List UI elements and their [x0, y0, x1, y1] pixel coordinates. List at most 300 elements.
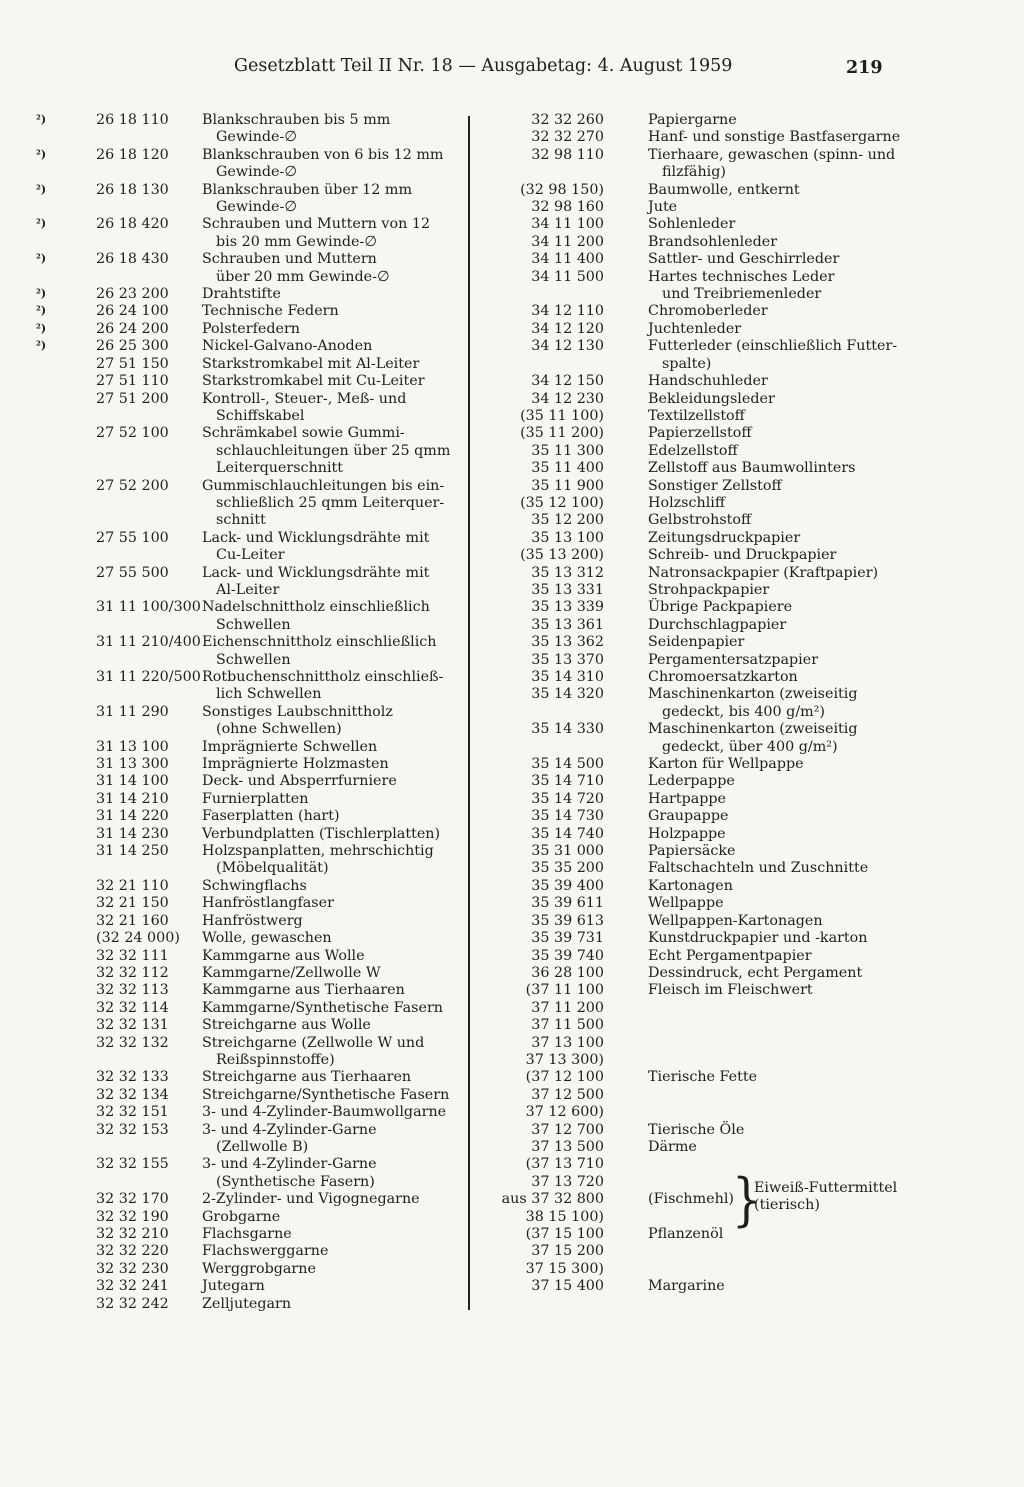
item-description — [202, 112, 466, 147]
item-description — [202, 1122, 466, 1157]
list-item — [486, 878, 926, 895]
description-line: Maschinenkarton (zweiseitig — [648, 721, 858, 738]
description-line: Übrige Packpapiere — [648, 599, 793, 616]
item-code: 35 11 300 — [531, 442, 604, 459]
description-line: Holzspanplatten, mehrschichtig — [202, 843, 434, 860]
item-description — [648, 547, 918, 564]
list-item — [486, 1243, 926, 1260]
item-description — [648, 1243, 918, 1260]
description-line: Lack- und Wicklungsdrähte mit — [202, 529, 430, 546]
description-line: Bekleidungsleder — [648, 390, 775, 407]
list-item — [486, 634, 926, 651]
item-description — [648, 408, 918, 425]
description-line: 2-Zylinder- und Vigognegarne — [202, 1191, 420, 1208]
footnote-marker: ²) — [36, 113, 47, 126]
description-line: (Möbelqualität) — [216, 860, 329, 877]
list-item — [486, 251, 926, 268]
item-code: 35 39 611 — [531, 895, 604, 912]
description-line: schnitt — [216, 512, 266, 529]
item-description — [648, 425, 918, 442]
item-code: (32 98 150) — [520, 181, 604, 198]
item-description — [202, 1261, 466, 1278]
list-item — [486, 895, 926, 912]
brace-text — [754, 1180, 897, 1215]
item-code: 32 32 170 — [96, 1191, 169, 1208]
list-item — [36, 791, 464, 808]
list-item — [486, 860, 926, 877]
item-description — [648, 1122, 918, 1139]
item-description — [648, 1052, 918, 1069]
description-line: lich Schwellen — [216, 686, 322, 703]
item-description — [648, 1139, 918, 1156]
list-item — [36, 1191, 464, 1208]
item-code: 27 51 110 — [96, 373, 169, 390]
list-item — [486, 773, 926, 790]
description-line: Schreib- und Druckpapier — [648, 547, 837, 564]
item-code: 35 13 312 — [531, 564, 604, 581]
item-code: (37 11 100 — [525, 982, 604, 999]
item-code: 32 32 134 — [96, 1086, 169, 1103]
description-line: Gewinde-∅ — [216, 164, 297, 181]
description-line: Blankschrauben über 12 mm — [202, 181, 413, 198]
item-description — [202, 634, 466, 669]
item-code: 26 18 420 — [96, 216, 169, 233]
description-line: Futterleder (einschließlich Futter- — [648, 338, 898, 355]
item-code: 35 13 370 — [531, 651, 604, 668]
item-description — [202, 878, 466, 895]
item-code: 34 11 500 — [531, 268, 604, 285]
item-code: 35 13 100 — [531, 529, 604, 546]
list-item — [486, 1104, 926, 1121]
item-description — [202, 182, 466, 217]
item-description — [648, 756, 918, 773]
item-description — [202, 739, 466, 756]
header-title: Gesetzblatt Teil II Nr. 18 — Ausgabetag: 4. August 1959 — [234, 56, 733, 76]
description-line: Tierhaare, gewaschen (spinn- und — [648, 146, 896, 163]
item-description — [648, 617, 918, 634]
footnote-marker: ²) — [36, 287, 47, 301]
item-description — [648, 634, 918, 651]
item-code: 32 32 131 — [96, 1017, 169, 1034]
list-item — [486, 1000, 926, 1017]
item-description — [648, 1104, 918, 1121]
footnote-marker: ²) — [36, 252, 47, 266]
description-line: Flachswerggarne — [202, 1243, 329, 1260]
item-code: 34 11 100 — [531, 216, 604, 233]
description-line: Brandsohlenleder — [648, 233, 778, 250]
description-line: (ohne Schwellen) — [216, 721, 342, 738]
item-code: 37 11 200 — [531, 999, 604, 1016]
item-description — [202, 286, 466, 303]
description-line: Polsterfedern — [202, 320, 301, 337]
item-code: 35 39 400 — [531, 877, 604, 894]
item-description — [202, 565, 466, 600]
item-description — [648, 930, 918, 947]
item-description — [648, 512, 918, 529]
brace-line-1: Eiweiß-Futtermittel — [754, 1180, 898, 1196]
list-item — [36, 634, 464, 669]
item-code: 37 13 100 — [531, 1034, 604, 1051]
description-line: Imprägnierte Schwellen — [202, 738, 378, 755]
list-item — [36, 948, 464, 965]
description-line: schlauchleitungen über 25 qmm — [216, 442, 451, 459]
item-description — [202, 1209, 466, 1226]
list-item — [36, 216, 464, 251]
item-description — [648, 582, 918, 599]
item-description — [648, 721, 918, 756]
description-line: Holzpappe — [648, 825, 726, 842]
item-code: 27 55 500 — [96, 564, 169, 581]
item-code: 37 12 600) — [525, 1104, 604, 1121]
list-item — [36, 1261, 464, 1278]
list-item — [36, 1000, 464, 1017]
list-item — [36, 112, 464, 147]
list-item — [36, 1035, 464, 1070]
list-item — [486, 1052, 926, 1069]
description-line: spalte) — [662, 355, 712, 372]
item-code: 35 39 740 — [531, 947, 604, 964]
list-item — [486, 129, 926, 146]
item-code: (32 24 000) — [96, 930, 180, 947]
item-description — [648, 652, 918, 669]
description-line: 3- und 4-Zylinder-Baumwollgarne — [202, 1104, 447, 1121]
item-description — [648, 530, 918, 547]
description-line: Durchschlagpapier — [648, 616, 787, 633]
list-item — [486, 321, 926, 338]
description-line: Edelzellstoff — [648, 442, 738, 459]
description-line: Därme — [648, 1138, 697, 1155]
item-description — [648, 251, 918, 268]
list-item — [486, 791, 926, 808]
item-description — [648, 269, 918, 304]
item-code: 32 32 133 — [96, 1069, 169, 1086]
list-item — [486, 756, 926, 773]
description-line: Gelbstrohstoff — [648, 512, 752, 529]
item-description — [202, 1226, 466, 1243]
list-item — [36, 147, 464, 182]
item-code: 35 11 900 — [531, 477, 604, 494]
description-line: Blankschrauben bis 5 mm — [202, 112, 391, 128]
list-item — [36, 739, 464, 756]
list-item — [36, 756, 464, 773]
item-description — [648, 843, 918, 860]
item-code: 34 11 200 — [531, 233, 604, 250]
item-code: 27 55 100 — [96, 529, 169, 546]
item-code: (37 15 100 — [525, 1226, 604, 1242]
item-code: 35 13 362 — [531, 634, 604, 651]
list-item — [486, 269, 926, 304]
item-code: 31 11 210/400 — [96, 634, 201, 651]
list-item — [36, 669, 464, 704]
item-description — [202, 147, 466, 182]
description-line: Schiffskabel — [216, 407, 305, 424]
item-description — [648, 129, 918, 146]
item-description — [202, 1243, 466, 1260]
description-line: Handschuhleder — [648, 373, 768, 390]
item-code: 34 12 110 — [531, 303, 604, 320]
description-line: Jute — [648, 199, 678, 216]
description-line — [648, 1035, 918, 1052]
item-code: 31 13 100 — [96, 738, 169, 755]
right-column — [486, 112, 926, 1296]
item-description — [202, 599, 466, 634]
item-description — [202, 1296, 466, 1313]
description-line: Gummischlauchleitungen bis ein- — [202, 477, 445, 494]
item-description — [648, 199, 918, 216]
item-code: 35 13 331 — [531, 581, 604, 598]
item-code: 35 35 200 — [531, 860, 604, 877]
item-code: 35 14 730 — [531, 808, 604, 825]
list-item — [36, 599, 464, 634]
item-code: (35 11 200) — [520, 425, 604, 442]
list-item — [36, 530, 464, 565]
description-line: (Zellwolle B) — [216, 1138, 309, 1155]
description-line: Sohlenleder — [648, 216, 736, 233]
description-line: Hanfröstlangfaser — [202, 895, 334, 912]
item-description — [202, 373, 466, 390]
item-code: 34 11 400 — [531, 251, 604, 268]
item-code: 35 14 330 — [531, 721, 604, 738]
item-code: 32 21 150 — [96, 895, 169, 912]
list-item — [36, 843, 464, 878]
item-description — [648, 234, 918, 251]
description-line: Deck- und Absperrfurniere — [202, 773, 397, 790]
item-description — [202, 303, 466, 320]
list-item — [36, 565, 464, 600]
list-item — [36, 965, 464, 982]
list-item — [486, 1156, 926, 1173]
description-line: (Synthetische Fasern) — [216, 1173, 375, 1190]
item-code: 35 12 200 — [531, 512, 604, 529]
list-item — [36, 1156, 464, 1191]
description-line: Fleisch im Fleischwert — [648, 982, 813, 999]
item-description — [648, 478, 918, 495]
item-code: aus 37 32 800 — [501, 1191, 604, 1208]
item-description — [648, 808, 918, 825]
description-line: Kontroll-, Steuer-, Meß- und — [202, 390, 407, 407]
description-line: Cu-Leiter — [216, 547, 285, 564]
item-description — [202, 1191, 466, 1208]
item-code: 37 12 500 — [531, 1086, 604, 1103]
list-item — [36, 1209, 464, 1226]
list-item — [36, 982, 464, 999]
item-description — [202, 530, 466, 565]
item-description — [648, 391, 918, 408]
list-item — [486, 1087, 926, 1104]
list-item — [486, 182, 926, 199]
item-description — [202, 1035, 466, 1070]
description-line — [648, 1017, 918, 1034]
item-description — [648, 1017, 918, 1034]
description-line: Zellstoff aus Baumwollinters — [648, 460, 856, 477]
item-code: 36 28 100 — [531, 964, 604, 981]
item-code: 37 11 500 — [531, 1017, 604, 1034]
left-column — [36, 112, 464, 1313]
item-code: 35 14 740 — [531, 825, 604, 842]
description-line: Papierzellstoff — [648, 425, 752, 442]
list-item — [486, 1261, 926, 1278]
item-description — [202, 704, 466, 739]
item-description — [648, 321, 918, 338]
item-description — [648, 791, 918, 808]
item-description — [648, 1035, 918, 1052]
description-line: gedeckt, über 400 g/m²) — [662, 738, 838, 755]
item-description — [648, 1226, 918, 1243]
description-line: Sonstiges Laubschnittholz — [202, 703, 393, 720]
item-description — [648, 860, 918, 877]
list-item — [36, 704, 464, 739]
item-code: 35 14 320 — [531, 686, 604, 703]
item-code: 31 14 230 — [96, 825, 169, 842]
list-item — [36, 356, 464, 373]
item-code: 34 12 230 — [531, 390, 604, 407]
footnote-marker: ²) — [36, 182, 47, 196]
item-description — [202, 216, 466, 251]
item-code: 32 32 113 — [96, 982, 169, 999]
item-code: 26 18 110 — [96, 112, 169, 128]
item-description — [648, 216, 918, 233]
item-code: 35 39 731 — [531, 930, 604, 947]
list-item — [36, 930, 464, 947]
list-item — [486, 930, 926, 947]
item-description — [648, 982, 918, 999]
description-line: Gewinde-∅ — [216, 129, 297, 146]
description-line: Reißspinnstoffe) — [216, 1051, 335, 1068]
description-line: Starkstromkabel mit Cu-Leiter — [202, 373, 425, 390]
item-code: 37 15 200 — [531, 1243, 604, 1260]
item-description — [202, 930, 466, 947]
item-code: 27 52 200 — [96, 477, 169, 494]
item-code: 34 12 120 — [531, 320, 604, 337]
description-line: Schwingflachs — [202, 877, 307, 894]
item-description — [202, 826, 466, 843]
description-line: Schrämkabel sowie Gummi- — [202, 425, 405, 442]
item-description — [648, 182, 918, 199]
list-item — [36, 373, 464, 390]
item-code: 31 11 220/500 — [96, 669, 201, 685]
description-line: Schwellen — [216, 651, 291, 668]
list-item — [486, 112, 926, 129]
description-line: Technische Federn — [202, 303, 339, 320]
item-code: 32 98 110 — [531, 146, 604, 163]
list-item — [486, 530, 926, 547]
item-code: 27 51 200 — [96, 390, 169, 407]
item-code: 35 14 720 — [531, 790, 604, 807]
item-description — [648, 599, 918, 616]
item-description — [648, 878, 918, 895]
description-line: Karton für Wellpappe — [648, 756, 804, 773]
list-item — [486, 512, 926, 529]
item-description — [202, 425, 466, 477]
list-item — [36, 338, 464, 355]
item-code: 35 14 310 — [531, 669, 604, 685]
description-line — [648, 1156, 918, 1173]
item-code: 32 32 260 — [531, 112, 604, 128]
description-line: Baumwolle, entkernt — [648, 181, 800, 198]
list-item — [36, 1296, 464, 1313]
description-line: Echt Pergamentpapier — [648, 947, 812, 964]
item-description — [648, 338, 918, 373]
list-item — [486, 686, 926, 721]
item-description — [202, 338, 466, 355]
item-code: 31 14 220 — [96, 808, 169, 825]
description-line: Dessindruck, echt Pergament — [648, 964, 863, 981]
item-description — [202, 791, 466, 808]
item-code: 26 18 430 — [96, 251, 169, 268]
item-description — [202, 982, 466, 999]
item-description — [648, 948, 918, 965]
item-description — [648, 913, 918, 930]
description-line: Jutegarn — [202, 1278, 265, 1295]
description-line: Wellpappe — [648, 895, 724, 912]
list-item — [486, 652, 926, 669]
list-item — [36, 286, 464, 303]
item-code: 27 52 100 — [96, 425, 169, 442]
item-code: 37 13 720 — [531, 1173, 604, 1190]
item-code: 35 31 000 — [531, 843, 604, 860]
page-number: 219 — [846, 58, 883, 78]
item-code: 34 12 150 — [531, 373, 604, 390]
item-code: (37 13 710 — [525, 1156, 604, 1173]
description-line: gedeckt, bis 400 g/m²) — [662, 703, 826, 720]
item-description — [202, 843, 466, 878]
item-code: 32 32 112 — [96, 964, 169, 981]
item-code: 32 32 270 — [531, 129, 604, 146]
list-item — [486, 391, 926, 408]
description-line — [648, 1052, 918, 1069]
description-line: Kammgarne aus Tierhaaren — [202, 982, 405, 999]
list-item — [36, 1017, 464, 1034]
footnote-marker: ²) — [36, 339, 47, 353]
list-item — [36, 808, 464, 825]
item-code: 32 32 153 — [96, 1121, 169, 1138]
list-item — [486, 443, 926, 460]
list-item — [36, 182, 464, 217]
item-description — [202, 356, 466, 373]
list-item — [36, 425, 464, 477]
item-code: 27 51 150 — [96, 355, 169, 372]
item-description — [648, 895, 918, 912]
description-line: Maschinenkarton (zweiseitig — [648, 686, 858, 703]
description-line: Streichgarne aus Tierhaaren — [202, 1069, 412, 1086]
list-item — [486, 721, 926, 756]
brace-line-2: (tierisch) — [754, 1197, 820, 1214]
item-code: 37 13 300) — [525, 1051, 604, 1068]
item-description — [648, 826, 918, 843]
item-description — [202, 321, 466, 338]
description-line: Wellpappen-Kartonagen — [648, 912, 823, 929]
item-description — [202, 669, 466, 704]
description-line: Zeitungsdruckpapier — [648, 529, 801, 546]
description-line: Schrauben und Muttern von 12 — [202, 216, 431, 233]
item-code: 26 24 200 — [96, 320, 169, 337]
list-item — [36, 1122, 464, 1157]
description-line — [648, 1243, 918, 1260]
list-item — [36, 391, 464, 426]
description-line: Graupappe — [648, 808, 729, 825]
description-line: Hartpappe — [648, 790, 727, 807]
description-line — [648, 1087, 918, 1104]
item-code: (37 12 100 — [525, 1069, 604, 1086]
description-line: Drahtstifte — [202, 286, 281, 303]
item-description — [202, 391, 466, 426]
description-line: Textilzellstoff — [648, 407, 745, 424]
item-code: 31 11 100/300 — [96, 599, 201, 616]
item-code: (35 13 200) — [520, 547, 604, 564]
list-item — [486, 808, 926, 825]
list-item — [36, 895, 464, 912]
description-line — [648, 1261, 918, 1278]
